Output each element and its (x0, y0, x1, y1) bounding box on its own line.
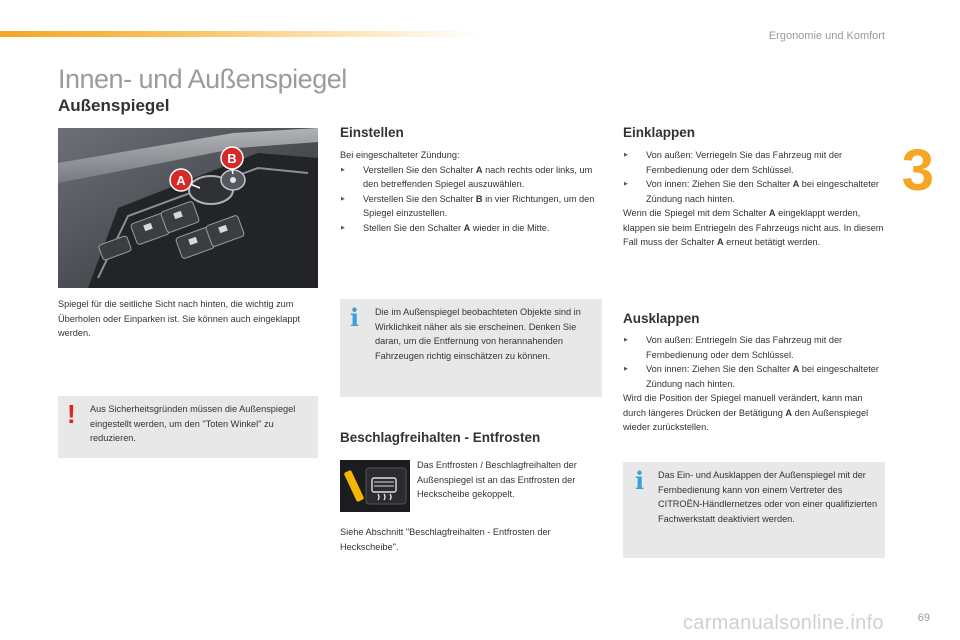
door-switch-photo (58, 128, 318, 288)
info-mirror-text: Die im Außenspiegel beobachteten Objekte sind in Wirklichkeit näher als sie erscheinen. Denken Sie daran, um die Entfernung von herannahenden Fahrzeugen richtig einschätzen zu können. (375, 307, 581, 361)
section-subtitle: Außenspiegel (58, 96, 170, 115)
ausklappen-para: Wird die Position der Spiegel manuell verändert, kann man durch längeres Drücken der Betätigung A den Außenspiegel wieder zurückstellen. (623, 393, 869, 432)
defrost-text: Das Entfrosten / Beschlagfreihalten der Außenspiegel ist an das Entfrosten der Heckscheibe gekoppelt. (417, 460, 577, 499)
heading-einstellen: Einstellen (340, 125, 404, 140)
heading-einklappen: Einklappen (623, 125, 696, 140)
warning-text: Aus Sicherheitsgründen müssen die Außenspiegel eingestellt werden, um den "Toten Winkel" zu reduzieren. (90, 404, 296, 443)
info-box-mirror (340, 299, 602, 397)
einstellen-list (340, 163, 602, 236)
list-item: ▶ Von außen: Verriegeln Sie das Fahrzeug mit der Fernbedienung oder dem Schlüssel. (623, 148, 886, 177)
list-item: ▶ Von innen: Ziehen Sie den Schalter A bei eingeschalteter Zündung nach hinten. (623, 177, 886, 206)
page-number: 69 (917, 612, 930, 624)
watermark: carmanualsonline.info (683, 612, 884, 634)
heading-ausklappen: Ausklappen (623, 311, 700, 326)
info-box-fold (623, 462, 885, 558)
einklappen-block (623, 148, 886, 250)
list-item: ▶ Von innen: Ziehen Sie den Schalter A bei eingeschalteter Zündung nach hinten. (623, 362, 886, 391)
einklappen-para: Wenn die Spiegel mit dem Schalter A eingeklappt werden, klappen sie beim Entriegeln des Fahrzeugs nicht aus. In diesem Fall muss der Schalter A erneut betätigt werden. (623, 208, 884, 247)
warning-icon: ! (67, 399, 76, 429)
list-item: ▶ Von außen: Entriegeln Sie das Fahrzeug mit der Fernbedienung oder dem Schlüssel. (623, 333, 886, 362)
warning-box (58, 396, 318, 458)
list-item: ▶ Verstellen Sie den Schalter A nach rechts oder links, um den betreffenden Spiegel auszuwählen. (340, 163, 602, 192)
list-item: ▶ Verstellen Sie den Schalter B in vier Richtungen, um den Spiegel einzustellen. (340, 192, 602, 221)
defrost-see-text: Siehe Abschnitt "Beschlagfreihalten - Entfrosten der Heckscheibe". (340, 527, 551, 552)
info-icon: i (635, 466, 645, 495)
photo-label-b: B (227, 151, 237, 166)
intro-text: Spiegel für die seitliche Sicht nach hinten, die wichtig zum Überholen oder Einparken ist. Sie können auch eingeklappt werden. (58, 299, 301, 338)
ausklappen-block (623, 333, 886, 435)
ausklappen-list (623, 333, 886, 391)
rear-defrost-icon (340, 460, 410, 512)
list-item: ▶ Stellen Sie den Schalter A wieder in die Mitte. (340, 221, 602, 236)
door-switch-illustration (58, 128, 318, 288)
heading-defrost: Beschlagfreihalten - Entfrosten (340, 430, 541, 445)
info-fold-text: Das Ein- und Ausklappen der Außenspiegel mit der Fernbedienung kann von einem Vertreter des CITROËN-Händlernetzes oder von einer qualifizierten Fachwerkstatt deaktiviert werden. (658, 470, 878, 524)
chapter-number: 3 (901, 138, 934, 203)
defrost-button-photo (340, 460, 410, 512)
einstellen-block (340, 148, 602, 235)
einklappen-list (623, 148, 886, 206)
header-accent-bar (0, 31, 480, 37)
section-label: Ergonomie und Komfort (768, 30, 885, 42)
photo-label-a: A (176, 173, 186, 188)
page-title: Innen- und Außenspiegel (58, 64, 347, 94)
einstellen-lead: Bei eingeschalteter Zündung: (340, 150, 460, 160)
info-icon: i (350, 303, 360, 332)
